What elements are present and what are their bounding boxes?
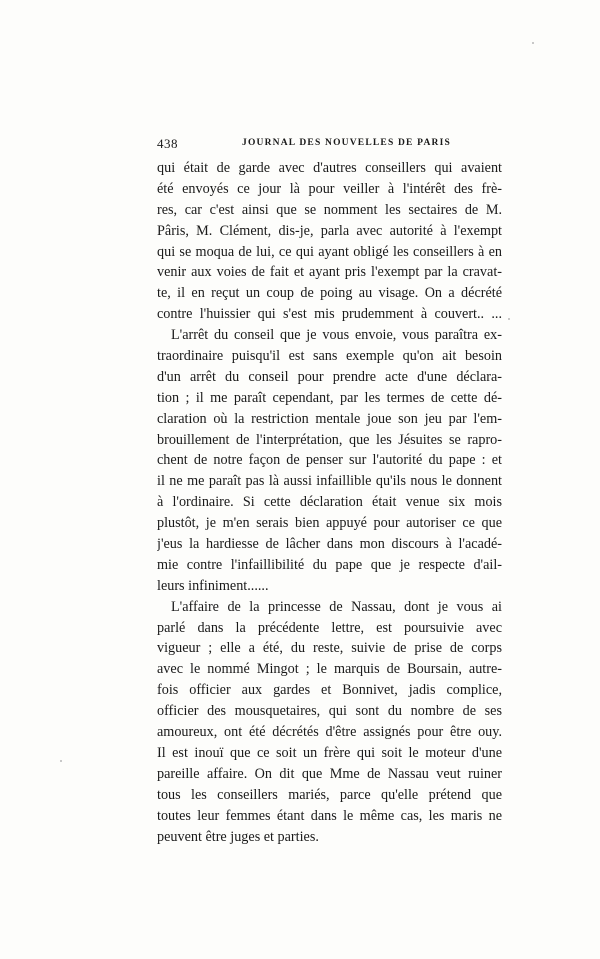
text-line: Pâris, M. Clément, dis-je, parla avec autorité à l'exempt [157,222,502,239]
text-line: j'eus la hardiesse de lâcher dans mon discours à l'acadé- [157,536,502,553]
text-line: été envoyés ce jour là pour veiller à l'intérêt des frè- [157,180,502,197]
text-line: venir aux voies de fait et ayant pris l'exempt par la cravat- [157,264,502,281]
paper-speck [60,760,62,762]
body-text [157,158,502,847]
text-line: d'un arrêt du conseil pour prendre acte d'une déclara- [157,368,502,385]
text-line: pareille affaire. On dit que Mme de Nassau veut ruiner [157,765,502,782]
text-line: vigueur ; elle a été, du reste, suivie de prise de corps [157,640,502,657]
text-line: Il est inouï que ce soit un frère qui soit le moteur d'une [157,744,502,761]
text-line: parlé dans la précédente lettre, est poursuivie avec [157,619,502,636]
running-title: JOURNAL DES NOUVELLES DE PARIS [242,138,451,148]
paper-speck [532,42,534,44]
text-line: il ne me paraît pas là aussi infaillible qu'ils nous le donnent [157,473,502,490]
text-line: claration où la restriction mentale joue son jeu par l'em- [157,410,502,427]
text-line: L'affaire de la princesse de Nassau, dont je vous ai [171,598,502,615]
text-line: à l'ordinaire. Si cette déclaration était venue six mois [157,494,502,511]
text-line: tous les conseillers mariés, parce qu'elle prétend que [157,786,502,803]
text-line: leurs infiniment...... [157,577,269,594]
text-line: tion ; il me paraît cependant, par les termes de cette dé- [157,389,502,406]
text-line: peuvent être juges et parties. [157,828,319,845]
text-line: fois officier aux gardes et Bonnivet, jadis complice, [157,682,502,699]
text-line: plustôt, je m'en serais bien appuyé pour autoriser ce que [157,515,502,532]
text-line: L'arrêt du conseil que je vous envoie, vous paraîtra ex- [171,327,502,344]
text-line: amoureux, ont été décrétés d'être assignés pour être ouy. [157,724,502,741]
text-line: contre l'huissier qui s'est mis prudemment à couvert.. ... [157,306,502,323]
text-line: toutes leur femmes étant dans le même cas, les maris ne [157,807,502,824]
text-line: te, il en reçut un coup de poing au visage. On a décrété [157,285,502,302]
text-line: res, car c'est ainsi que se nomment les sectaires de M. [157,201,502,218]
text-line: mie contre l'infaillibilité du pape que je respecte d'ail- [157,556,502,573]
page-header [157,136,502,154]
text-line: qui était de garde avec d'autres conseillers qui avaient [157,160,502,176]
page-number: 438 [157,136,178,151]
paper-speck [508,318,510,320]
text-line: chent de notre façon de penser sur l'autorité du pape : et [157,452,502,469]
text-line: traordinaire puisqu'il est sans exemple qu'on ait besoin [157,348,502,365]
text-line: qui se moqua de lui, ce qui ayant obligé les conseillers à en [157,243,502,260]
text-line: officier des mousquetaires, qui sont du nombre de ses [157,703,502,720]
text-line: avec le nommé Mingot ; le marquis de Boursain, autre- [157,661,502,678]
text-line: brouillement de l'interprétation, que les Jésuites se rapro- [157,431,502,448]
